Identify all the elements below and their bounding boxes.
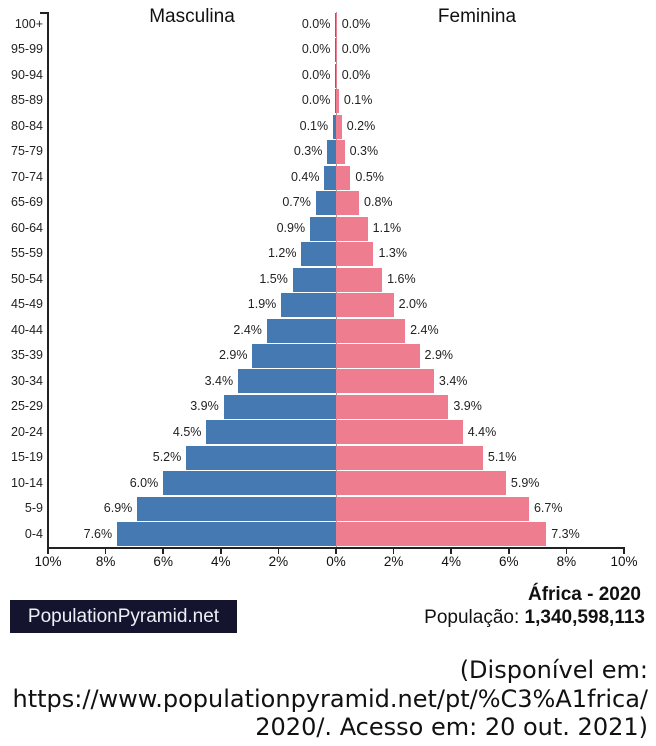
female-series-label: Feminina <box>437 6 517 27</box>
male-bar[interactable] <box>137 497 336 521</box>
female-bar[interactable] <box>336 166 350 190</box>
male-value-label: 0.9% <box>276 220 306 235</box>
age-group-label: 75-79 <box>11 144 43 159</box>
male-series-label: Masculina <box>149 6 235 27</box>
female-value-label: 1.1% <box>372 220 402 235</box>
female-value-label: 4.4% <box>467 424 497 439</box>
x-axis-tick-label: 0% <box>326 554 346 569</box>
male-bar[interactable] <box>327 140 336 164</box>
female-bar[interactable] <box>336 471 506 495</box>
age-group-label: 50-54 <box>11 271 43 286</box>
x-axis-tick-label: 6% <box>499 554 519 569</box>
age-group-label: 90-94 <box>11 67 43 82</box>
x-axis-tick-label: 4% <box>441 554 461 569</box>
male-value-label: 1.2% <box>267 246 297 261</box>
female-value-label: 7.3% <box>551 526 580 541</box>
male-value-label: 0.1% <box>299 118 329 133</box>
female-bar[interactable] <box>336 242 373 266</box>
age-group-label: 70-74 <box>11 169 43 184</box>
male-value-label: 7.6% <box>83 526 113 541</box>
male-bar[interactable] <box>206 420 336 444</box>
female-value-label: 0.5% <box>355 169 384 184</box>
male-bar[interactable] <box>117 522 336 546</box>
female-value-label: 0.3% <box>349 144 379 159</box>
female-value-label: 2.0% <box>398 297 428 312</box>
male-value-label: 2.9% <box>218 348 248 363</box>
male-bar[interactable] <box>293 268 336 292</box>
region-title: África - 2020 <box>527 584 641 605</box>
male-value-label: 3.4% <box>204 373 234 388</box>
female-value-label: 0.0% <box>341 17 371 31</box>
female-bar[interactable] <box>336 64 337 88</box>
age-group-label: 55-59 <box>11 246 43 261</box>
age-group-label: 85-89 <box>11 93 43 108</box>
age-group-label: 0-4 <box>24 526 43 541</box>
population-value: 1,340,598,113 <box>524 607 645 628</box>
male-bar[interactable] <box>238 369 336 393</box>
female-bar[interactable] <box>336 420 463 444</box>
female-value-label: 6.7% <box>533 501 563 516</box>
male-value-label: 1.5% <box>259 271 288 286</box>
female-value-label: 0.0% <box>341 42 371 57</box>
female-bar[interactable] <box>336 369 434 393</box>
age-group-label: 95-99 <box>11 42 43 57</box>
female-bar[interactable] <box>336 446 483 470</box>
male-value-label: 5.2% <box>152 450 182 465</box>
male-value-label: 0.3% <box>293 144 323 159</box>
female-value-label: 0.1% <box>343 93 373 108</box>
age-group-label: 80-84 <box>11 118 43 133</box>
male-value-label: 0.0% <box>301 67 331 82</box>
female-bar[interactable] <box>336 395 448 419</box>
age-group-label: 5-9 <box>24 501 43 516</box>
citation-line-1: (Disponível em: <box>459 656 648 684</box>
male-value-label: 6.0% <box>129 475 159 490</box>
male-bar[interactable] <box>252 344 336 368</box>
age-group-label: 45-49 <box>11 297 43 312</box>
age-group-label: 30-34 <box>11 373 43 388</box>
female-bar[interactable] <box>336 293 394 317</box>
female-bar[interactable] <box>336 191 359 215</box>
male-value-label: 0.7% <box>282 195 311 210</box>
male-bar[interactable] <box>281 293 336 317</box>
population-label: População: <box>424 607 520 628</box>
female-bar[interactable] <box>336 522 546 546</box>
female-bar[interactable] <box>336 140 345 164</box>
male-bar[interactable] <box>310 217 336 241</box>
male-value-label: 6.9% <box>103 501 133 516</box>
female-value-label: 2.9% <box>424 348 454 363</box>
female-bar[interactable] <box>336 115 342 139</box>
age-group-label: 35-39 <box>11 348 43 363</box>
x-axis-tick-label: 10% <box>34 554 62 569</box>
male-bar[interactable] <box>267 319 336 343</box>
female-bar[interactable] <box>336 319 405 343</box>
population-line <box>424 607 645 629</box>
age-group-label: 100+ <box>14 17 43 31</box>
x-axis-tick-label: 2% <box>268 554 289 569</box>
age-group-label: 25-29 <box>11 399 43 414</box>
male-value-label: 3.9% <box>190 399 219 414</box>
citation-line-3: 2020/. Acesso em: 20 out. 2021) <box>255 713 648 741</box>
male-value-label: 4.5% <box>172 424 202 439</box>
age-group-label: 10-14 <box>11 475 43 490</box>
female-value-label: 2.4% <box>410 322 439 337</box>
age-group-label: 40-44 <box>11 322 43 337</box>
age-group-label: 15-19 <box>11 450 43 465</box>
female-value-label: 0.2% <box>346 118 376 133</box>
female-bar[interactable] <box>336 497 529 521</box>
female-value-label: 5.9% <box>510 475 540 490</box>
female-value-label: 3.9% <box>453 399 482 414</box>
male-value-label: 0.0% <box>301 93 331 108</box>
male-bar[interactable] <box>186 446 336 470</box>
female-bar[interactable] <box>336 217 368 241</box>
male-bar[interactable] <box>163 471 336 495</box>
citation-block <box>0 656 648 742</box>
female-bar[interactable] <box>336 344 420 368</box>
male-bar[interactable] <box>316 191 336 215</box>
x-axis-tick-label: 8% <box>556 554 577 569</box>
female-value-label: 0.0% <box>341 67 371 82</box>
male-value-label: 0.0% <box>301 17 331 31</box>
female-value-label: 1.6% <box>387 271 416 286</box>
x-axis-tick-label: 8% <box>95 554 116 569</box>
male-value-label: 0.4% <box>290 169 320 184</box>
citation-line-2: https://www.populationpyramid.net/pt/%C3%A1frica/ <box>12 684 648 713</box>
x-axis-tick-label: 6% <box>153 554 173 569</box>
male-value-label: 2.4% <box>233 322 262 337</box>
brand-badge[interactable]: PopulationPyramid.net <box>10 600 237 633</box>
female-value-label: 1.3% <box>378 246 407 261</box>
male-value-label: 1.9% <box>247 297 277 312</box>
x-axis-tick-label: 4% <box>211 554 231 569</box>
female-value-label: 0.8% <box>364 195 393 210</box>
male-bar[interactable] <box>324 166 336 190</box>
female-bar[interactable] <box>336 89 339 113</box>
x-axis-tick-label: 10% <box>610 554 638 569</box>
male-value-label: 0.0% <box>301 42 331 57</box>
age-group-label: 65-69 <box>11 195 43 210</box>
male-bar[interactable] <box>301 242 336 266</box>
female-bar[interactable] <box>336 13 337 37</box>
female-value-label: 3.4% <box>438 373 468 388</box>
female-value-label: 5.1% <box>487 450 517 465</box>
age-group-label: 60-64 <box>11 220 43 235</box>
female-bar[interactable] <box>336 268 382 292</box>
male-bar[interactable] <box>224 395 336 419</box>
x-axis-tick-label: 2% <box>383 554 404 569</box>
age-group-label: 20-24 <box>11 424 43 439</box>
female-bar[interactable] <box>336 38 337 62</box>
y-axis-line <box>47 12 49 549</box>
